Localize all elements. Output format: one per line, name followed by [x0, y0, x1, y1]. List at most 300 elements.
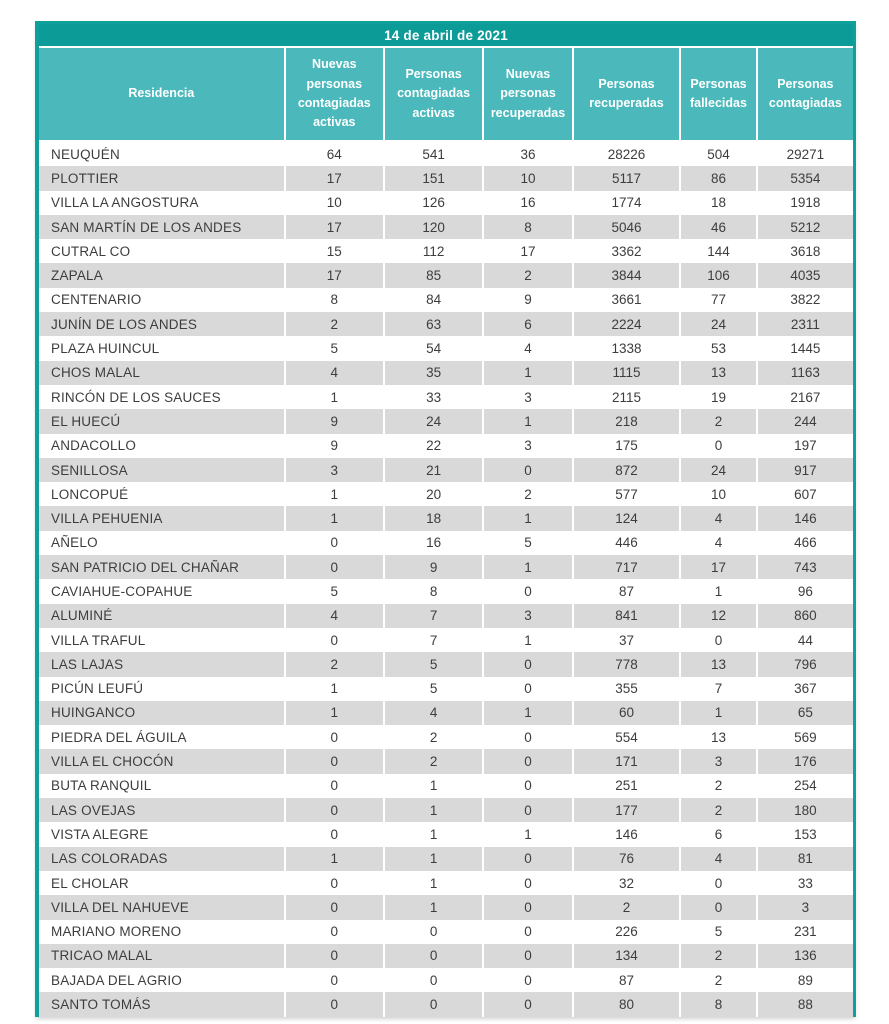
- value-cell: 2: [681, 798, 758, 822]
- value-cell: 17: [286, 166, 385, 190]
- value-cell: 28226: [574, 142, 681, 166]
- value-cell: 24: [681, 458, 758, 482]
- value-cell: 0: [484, 992, 574, 1016]
- value-cell: 86: [681, 166, 758, 190]
- value-cell: 5: [385, 677, 484, 701]
- value-cell: 76: [574, 847, 681, 871]
- table-row: [39, 434, 853, 458]
- value-cell: 16: [385, 531, 484, 555]
- value-cell: 5: [286, 336, 385, 360]
- residencia-cell: EL HUECÚ: [39, 409, 286, 433]
- value-cell: 1774: [574, 191, 681, 215]
- value-cell: 80: [574, 992, 681, 1016]
- value-cell: 0: [681, 871, 758, 895]
- value-cell: 860: [758, 604, 853, 628]
- value-cell: 146: [574, 822, 681, 846]
- table-row: [39, 652, 853, 676]
- value-cell: 89: [758, 968, 853, 992]
- residencia-cell: JUNÍN DE LOS ANDES: [39, 312, 286, 336]
- residencia-cell: BUTA RANQUIL: [39, 774, 286, 798]
- value-cell: 21: [385, 458, 484, 482]
- value-cell: 17: [681, 555, 758, 579]
- value-cell: 175: [574, 434, 681, 458]
- residencia-cell: PLOTTIER: [39, 166, 286, 190]
- value-cell: 64: [286, 142, 385, 166]
- table-row: [39, 191, 853, 215]
- residencia-cell: SAN MARTÍN DE LOS ANDES: [39, 215, 286, 239]
- table-row: [39, 166, 853, 190]
- table-row: [39, 555, 853, 579]
- value-cell: 22: [385, 434, 484, 458]
- value-cell: 88: [758, 992, 853, 1016]
- value-cell: 85: [385, 263, 484, 287]
- value-cell: 144: [681, 239, 758, 263]
- value-cell: 1: [385, 871, 484, 895]
- value-cell: 841: [574, 604, 681, 628]
- value-cell: 84: [385, 288, 484, 312]
- value-cell: 77: [681, 288, 758, 312]
- value-cell: 13: [681, 361, 758, 385]
- value-cell: 0: [286, 798, 385, 822]
- residencia-cell: LAS LAJAS: [39, 652, 286, 676]
- table-row: [39, 336, 853, 360]
- value-cell: 106: [681, 263, 758, 287]
- value-cell: 0: [385, 992, 484, 1016]
- value-cell: 2: [681, 774, 758, 798]
- value-cell: 134: [574, 944, 681, 968]
- value-cell: 5: [286, 579, 385, 603]
- value-cell: 1: [484, 409, 574, 433]
- value-cell: 231: [758, 920, 853, 944]
- residencia-cell: HUINGANCO: [39, 701, 286, 725]
- covid-table: [39, 24, 853, 1017]
- table-row: [39, 920, 853, 944]
- value-cell: 5: [484, 531, 574, 555]
- residencia-cell: VILLA EL CHOCÓN: [39, 749, 286, 773]
- value-cell: 3: [758, 895, 853, 919]
- value-cell: 0: [484, 920, 574, 944]
- value-cell: 0: [286, 628, 385, 652]
- value-cell: 17: [286, 215, 385, 239]
- value-cell: 254: [758, 774, 853, 798]
- value-cell: 2: [681, 968, 758, 992]
- value-cell: 63: [385, 312, 484, 336]
- residencia-cell: VILLA DEL NAHUEVE: [39, 895, 286, 919]
- value-cell: 917: [758, 458, 853, 482]
- value-cell: 1: [385, 798, 484, 822]
- value-cell: 0: [484, 944, 574, 968]
- value-cell: 17: [484, 239, 574, 263]
- residencia-cell: ALUMINÉ: [39, 604, 286, 628]
- value-cell: 16: [484, 191, 574, 215]
- value-cell: 1: [484, 506, 574, 530]
- value-cell: 9: [286, 409, 385, 433]
- value-cell: 87: [574, 968, 681, 992]
- table-row: [39, 725, 853, 749]
- residencia-cell: ANDACOLLO: [39, 434, 286, 458]
- table-row: [39, 968, 853, 992]
- table-title: 14 de abril de 2021: [39, 24, 853, 48]
- value-cell: 32: [574, 871, 681, 895]
- value-cell: 13: [681, 725, 758, 749]
- value-cell: 1: [484, 822, 574, 846]
- residencia-cell: SENILLOSA: [39, 458, 286, 482]
- value-cell: 0: [484, 774, 574, 798]
- residencia-cell: BAJADA DEL AGRIO: [39, 968, 286, 992]
- value-cell: 541: [385, 142, 484, 166]
- residencia-cell: PLAZA HUINCUL: [39, 336, 286, 360]
- value-cell: 3844: [574, 263, 681, 287]
- value-cell: 251: [574, 774, 681, 798]
- value-cell: 3: [484, 434, 574, 458]
- value-cell: 176: [758, 749, 853, 773]
- value-cell: 20: [385, 482, 484, 506]
- value-cell: 0: [484, 749, 574, 773]
- value-cell: 6: [484, 312, 574, 336]
- residencia-cell: AÑELO: [39, 531, 286, 555]
- value-cell: 0: [286, 968, 385, 992]
- value-cell: 9: [286, 434, 385, 458]
- value-cell: 60: [574, 701, 681, 725]
- title-row: [39, 24, 853, 48]
- column-header-nuevas-recuperadas: Nuevas personas recuperadas: [484, 48, 574, 142]
- value-cell: 778: [574, 652, 681, 676]
- value-cell: 3: [484, 385, 574, 409]
- value-cell: 1115: [574, 361, 681, 385]
- value-cell: 0: [681, 628, 758, 652]
- value-cell: 46: [681, 215, 758, 239]
- table-body: [39, 142, 853, 1017]
- value-cell: 5046: [574, 215, 681, 239]
- value-cell: 569: [758, 725, 853, 749]
- value-cell: 872: [574, 458, 681, 482]
- value-cell: 244: [758, 409, 853, 433]
- value-cell: 4: [681, 847, 758, 871]
- value-cell: 18: [681, 191, 758, 215]
- value-cell: 19: [681, 385, 758, 409]
- value-cell: 0: [286, 531, 385, 555]
- residencia-cell: SAN PATRICIO DEL CHAÑAR: [39, 555, 286, 579]
- value-cell: 17: [286, 263, 385, 287]
- value-cell: 4: [484, 336, 574, 360]
- value-cell: 197: [758, 434, 853, 458]
- table-row: [39, 798, 853, 822]
- value-cell: 1: [484, 628, 574, 652]
- table-row: [39, 458, 853, 482]
- value-cell: 1: [484, 701, 574, 725]
- value-cell: 0: [286, 725, 385, 749]
- value-cell: 0: [484, 725, 574, 749]
- value-cell: 8: [286, 288, 385, 312]
- covid-table-container: [35, 21, 856, 1017]
- value-cell: 96: [758, 579, 853, 603]
- value-cell: 5: [385, 652, 484, 676]
- value-cell: 5354: [758, 166, 853, 190]
- table-row: [39, 288, 853, 312]
- residencia-cell: LONCOPUÉ: [39, 482, 286, 506]
- value-cell: 146: [758, 506, 853, 530]
- value-cell: 1163: [758, 361, 853, 385]
- value-cell: 3: [484, 604, 574, 628]
- value-cell: 2: [484, 482, 574, 506]
- table-row: [39, 263, 853, 287]
- value-cell: 4035: [758, 263, 853, 287]
- value-cell: 1: [286, 677, 385, 701]
- table-row: [39, 579, 853, 603]
- value-cell: 3: [286, 458, 385, 482]
- table-row: [39, 774, 853, 798]
- residencia-cell: VISTA ALEGRE: [39, 822, 286, 846]
- value-cell: 5: [681, 920, 758, 944]
- value-cell: 136: [758, 944, 853, 968]
- value-cell: 2: [286, 652, 385, 676]
- value-cell: 1: [385, 847, 484, 871]
- value-cell: 8: [681, 992, 758, 1016]
- value-cell: 10: [681, 482, 758, 506]
- residencia-cell: TRICAO MALAL: [39, 944, 286, 968]
- value-cell: 12: [681, 604, 758, 628]
- value-cell: 0: [484, 652, 574, 676]
- residencia-cell: SANTO TOMÁS: [39, 992, 286, 1016]
- value-cell: 6: [681, 822, 758, 846]
- value-cell: 0: [286, 871, 385, 895]
- table-row: [39, 677, 853, 701]
- value-cell: 124: [574, 506, 681, 530]
- value-cell: 2: [286, 312, 385, 336]
- value-cell: 1: [385, 895, 484, 919]
- value-cell: 3822: [758, 288, 853, 312]
- residencia-cell: NEUQUÉN: [39, 142, 286, 166]
- value-cell: 24: [681, 312, 758, 336]
- residencia-cell: LAS OVEJAS: [39, 798, 286, 822]
- value-cell: 7: [385, 628, 484, 652]
- residencia-cell: EL CHOLAR: [39, 871, 286, 895]
- residencia-cell: LAS COLORADAS: [39, 847, 286, 871]
- value-cell: 1: [681, 579, 758, 603]
- value-cell: 0: [484, 847, 574, 871]
- value-cell: 36: [484, 142, 574, 166]
- value-cell: 2115: [574, 385, 681, 409]
- table-row: [39, 409, 853, 433]
- value-cell: 0: [484, 579, 574, 603]
- value-cell: 0: [484, 968, 574, 992]
- table-row: [39, 142, 853, 166]
- residencia-cell: CENTENARIO: [39, 288, 286, 312]
- table-row: [39, 312, 853, 336]
- value-cell: 3661: [574, 288, 681, 312]
- value-cell: 0: [286, 749, 385, 773]
- table-row: [39, 701, 853, 725]
- value-cell: 35: [385, 361, 484, 385]
- table-row: [39, 847, 853, 871]
- table-row: [39, 895, 853, 919]
- table-row: [39, 628, 853, 652]
- value-cell: 1: [385, 774, 484, 798]
- value-cell: 8: [385, 579, 484, 603]
- table-row: [39, 506, 853, 530]
- value-cell: 3: [681, 749, 758, 773]
- value-cell: 2: [484, 263, 574, 287]
- value-cell: 0: [484, 895, 574, 919]
- value-cell: 1: [286, 701, 385, 725]
- residencia-cell: VILLA TRAFUL: [39, 628, 286, 652]
- value-cell: 0: [286, 920, 385, 944]
- value-cell: 355: [574, 677, 681, 701]
- value-cell: 44: [758, 628, 853, 652]
- value-cell: 126: [385, 191, 484, 215]
- value-cell: 0: [286, 944, 385, 968]
- value-cell: 607: [758, 482, 853, 506]
- value-cell: 367: [758, 677, 853, 701]
- value-cell: 5212: [758, 215, 853, 239]
- value-cell: 1: [681, 701, 758, 725]
- value-cell: 1445: [758, 336, 853, 360]
- residencia-cell: VILLA LA ANGOSTURA: [39, 191, 286, 215]
- value-cell: 18: [385, 506, 484, 530]
- value-cell: 466: [758, 531, 853, 555]
- column-header-contagiadas: Personas contagiadas: [758, 48, 853, 142]
- value-cell: 1: [286, 506, 385, 530]
- column-header-nuevas-contagiadas-activas: Nuevas personas contagiadas activas: [286, 48, 385, 142]
- value-cell: 1: [286, 847, 385, 871]
- value-cell: 577: [574, 482, 681, 506]
- value-cell: 177: [574, 798, 681, 822]
- residencia-cell: VILLA PEHUENIA: [39, 506, 286, 530]
- value-cell: 87: [574, 579, 681, 603]
- column-header-residencia: Residencia: [39, 48, 286, 142]
- table-row: [39, 361, 853, 385]
- value-cell: 1338: [574, 336, 681, 360]
- value-cell: 0: [484, 798, 574, 822]
- value-cell: 2: [681, 944, 758, 968]
- column-header-recuperadas: Personas recuperadas: [574, 48, 681, 142]
- value-cell: 4: [385, 701, 484, 725]
- value-cell: 2: [574, 895, 681, 919]
- value-cell: 1918: [758, 191, 853, 215]
- value-cell: 10: [286, 191, 385, 215]
- table-row: [39, 385, 853, 409]
- value-cell: 3362: [574, 239, 681, 263]
- table-row: [39, 604, 853, 628]
- value-cell: 5117: [574, 166, 681, 190]
- value-cell: 33: [758, 871, 853, 895]
- table-row: [39, 871, 853, 895]
- residencia-cell: RINCÓN DE LOS SAUCES: [39, 385, 286, 409]
- value-cell: 15: [286, 239, 385, 263]
- value-cell: 2: [681, 409, 758, 433]
- value-cell: 9: [385, 555, 484, 579]
- value-cell: 153: [758, 822, 853, 846]
- value-cell: 717: [574, 555, 681, 579]
- value-cell: 226: [574, 920, 681, 944]
- value-cell: 65: [758, 701, 853, 725]
- residencia-cell: PICÚN LEUFÚ: [39, 677, 286, 701]
- value-cell: 2224: [574, 312, 681, 336]
- table-row: [39, 749, 853, 773]
- value-cell: 10: [484, 166, 574, 190]
- residencia-cell: CUTRAL CO: [39, 239, 286, 263]
- value-cell: 0: [681, 895, 758, 919]
- value-cell: 29271: [758, 142, 853, 166]
- value-cell: 554: [574, 725, 681, 749]
- value-cell: 4: [286, 361, 385, 385]
- value-cell: 13: [681, 652, 758, 676]
- value-cell: 0: [385, 968, 484, 992]
- table-row: [39, 482, 853, 506]
- value-cell: 33: [385, 385, 484, 409]
- value-cell: 0: [286, 992, 385, 1016]
- value-cell: 2: [385, 725, 484, 749]
- value-cell: 7: [385, 604, 484, 628]
- value-cell: 0: [484, 677, 574, 701]
- value-cell: 24: [385, 409, 484, 433]
- value-cell: 796: [758, 652, 853, 676]
- table-row: [39, 822, 853, 846]
- value-cell: 0: [286, 555, 385, 579]
- value-cell: 0: [385, 920, 484, 944]
- value-cell: 151: [385, 166, 484, 190]
- value-cell: 2167: [758, 385, 853, 409]
- value-cell: 4: [286, 604, 385, 628]
- table-row: [39, 239, 853, 263]
- value-cell: 218: [574, 409, 681, 433]
- value-cell: 0: [484, 871, 574, 895]
- column-header-fallecidas: Personas fallecidas: [681, 48, 758, 142]
- value-cell: 7: [681, 677, 758, 701]
- value-cell: 0: [484, 458, 574, 482]
- residencia-cell: CHOS MALAL: [39, 361, 286, 385]
- value-cell: 120: [385, 215, 484, 239]
- residencia-cell: CAVIAHUE-COPAHUE: [39, 579, 286, 603]
- value-cell: 81: [758, 847, 853, 871]
- value-cell: 4: [681, 531, 758, 555]
- value-cell: 171: [574, 749, 681, 773]
- value-cell: 9: [484, 288, 574, 312]
- residencia-cell: MARIANO MORENO: [39, 920, 286, 944]
- value-cell: 743: [758, 555, 853, 579]
- value-cell: 1: [286, 482, 385, 506]
- value-cell: 1: [286, 385, 385, 409]
- value-cell: 54: [385, 336, 484, 360]
- value-cell: 112: [385, 239, 484, 263]
- value-cell: 0: [286, 822, 385, 846]
- value-cell: 8: [484, 215, 574, 239]
- value-cell: 1: [385, 822, 484, 846]
- value-cell: 180: [758, 798, 853, 822]
- value-cell: 0: [681, 434, 758, 458]
- value-cell: 504: [681, 142, 758, 166]
- value-cell: 446: [574, 531, 681, 555]
- table-row: [39, 944, 853, 968]
- table-row: [39, 531, 853, 555]
- value-cell: 0: [286, 895, 385, 919]
- column-header-contagiadas-activas: Personas contagiadas activas: [385, 48, 484, 142]
- table-row: [39, 215, 853, 239]
- value-cell: 4: [681, 506, 758, 530]
- value-cell: 2311: [758, 312, 853, 336]
- residencia-cell: ZAPALA: [39, 263, 286, 287]
- residencia-cell: PIEDRA DEL ÁGUILA: [39, 725, 286, 749]
- value-cell: 2: [385, 749, 484, 773]
- value-cell: 0: [385, 944, 484, 968]
- table-row: [39, 992, 853, 1016]
- value-cell: 37: [574, 628, 681, 652]
- column-header-row: [39, 48, 853, 142]
- value-cell: 0: [286, 774, 385, 798]
- value-cell: 53: [681, 336, 758, 360]
- value-cell: 1: [484, 555, 574, 579]
- value-cell: 1: [484, 361, 574, 385]
